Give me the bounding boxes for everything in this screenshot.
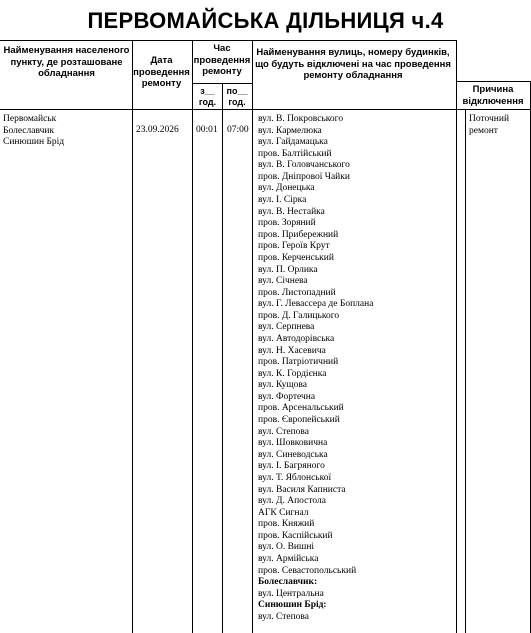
street-group-heading: Синюшин Брід: (258, 600, 327, 611)
street-item: вул. Серпнева (258, 322, 315, 333)
street-item: пров. Арсенальський (258, 403, 344, 414)
settlement-list (3, 114, 64, 149)
street-item: пров. Листопадний (258, 287, 336, 298)
street-item: вул. К. Гордієнка (258, 368, 327, 379)
header-streets: Найменування вулиць, номеру будинків, що будуть відключені на час проведення ремонту обладнання (255, 47, 451, 81)
street-item: вул. Т. Яблонської (258, 472, 332, 483)
street-group-heading: Болеславчик: (258, 577, 318, 588)
header-time-to: по__ год. (226, 86, 248, 107)
settlement-item: Первомайськ (3, 114, 57, 124)
street-item: вул. Степова (258, 611, 309, 622)
settlement-item: Болеславчик (3, 125, 55, 136)
street-item: пров. Зоряний (258, 218, 316, 229)
street-item: вул. Січнева (258, 276, 308, 287)
street-item: вул. І. Багряного (258, 461, 325, 472)
reason-value: Поточний ремонт (469, 114, 510, 136)
street-list (258, 114, 373, 623)
table-top-border (0, 40, 456, 41)
street-item: вул. П. Орлика (258, 264, 318, 275)
street-item: пров. Дніпрової Чайки (258, 171, 350, 182)
page-title: ПЕРВОМАЙСЬКА ДІЛЬНИЦЯ ч.4 (87, 8, 444, 33)
street-item: вул. Кущова (258, 380, 307, 391)
street-item: пров. Прибережний (258, 229, 339, 240)
header-time-from: з__ год. (198, 86, 217, 107)
street-item: вул. Центральна (258, 588, 324, 599)
street-item: вул. Армійська (258, 553, 319, 564)
street-item: пров. Княжий (258, 519, 315, 530)
street-item: пров. Каспійський (258, 530, 333, 541)
street-item: пров. Героїв Крут (258, 241, 330, 252)
settlement-item: Синюшин Брід (3, 137, 65, 148)
header-time-group: Час проведення ремонту (193, 43, 251, 77)
time-to-value: 07:00 (227, 125, 249, 135)
col-divider-5 (456, 40, 457, 633)
col-divider-6 (465, 109, 466, 633)
street-item: АГК Сигнал (258, 507, 309, 518)
header-date: Дата проведення ремонту (133, 55, 190, 89)
street-item: вул. Н. Хасевича (258, 345, 326, 356)
street-item: вул. В. Головчанського (258, 160, 350, 171)
street-item: вул. В. Нестайка (258, 206, 325, 217)
reason-header-top-border (456, 81, 531, 82)
header-reason: Причина відключення (462, 84, 524, 107)
street-item: вул. І. Сірка (258, 195, 307, 206)
street-item: пров. Севастопольський (258, 565, 357, 576)
street-item: вул. О. Вишні (258, 542, 315, 553)
header-settlement: Найменування населеного пункту, де розташоване обладнання (3, 45, 130, 79)
street-item: вул. Д. Апостола (258, 496, 326, 507)
street-item: вул. Шовковична (258, 438, 328, 449)
street-item: вул. Синеводська (258, 449, 328, 460)
street-item: пров. Д. Галицького (258, 310, 340, 321)
repair-date: 23.09.2026 (136, 125, 179, 135)
time-from-value: 00:01 (196, 125, 218, 135)
street-item: вул. Фортечна (258, 391, 316, 402)
street-item: пров. Керченський (258, 252, 334, 263)
street-item: вул. Автодорівська (258, 333, 335, 344)
street-item: вул. Гайдамацька (258, 137, 328, 148)
header-bottom-border (0, 109, 531, 110)
street-item: пров. Патріотичний (258, 357, 339, 368)
street-item: пров. Балтійський (258, 148, 332, 159)
col-divider-4 (252, 40, 253, 633)
col-divider-1 (132, 40, 133, 633)
col-divider-2 (192, 40, 193, 633)
col-divider-3 (222, 83, 223, 633)
street-item: вул. Кармелюка (258, 125, 322, 136)
street-item: вул. В. Покровського (258, 114, 344, 124)
street-item: пров. Європейський (258, 415, 340, 426)
street-item: вул. Г. Левассера де Боплана (258, 299, 374, 310)
street-item: вул. Василя Капниста (258, 484, 346, 495)
street-item: вул. Донецька (258, 183, 315, 194)
street-item: вул. Степова (258, 426, 309, 437)
